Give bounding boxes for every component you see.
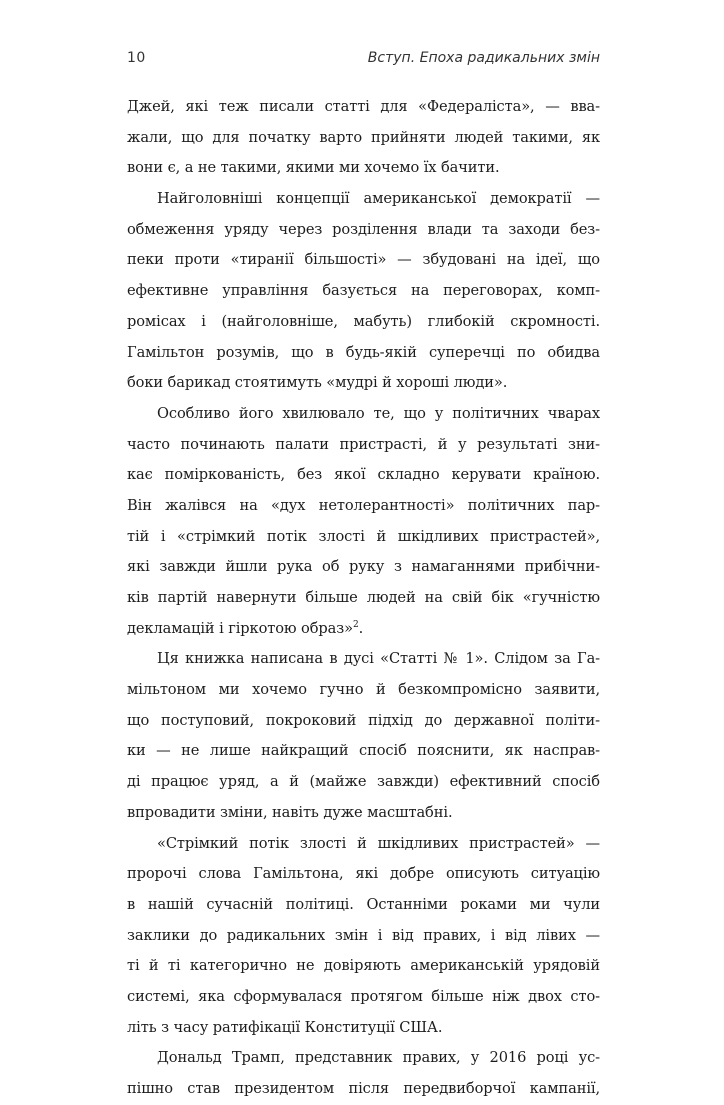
text-line: ефективне управління базується на переговорах, комп-: [127, 282, 600, 300]
page-number: 10: [127, 50, 146, 66]
text-line-content: декламацій і гіркотою образ»: [127, 619, 353, 637]
text-line: Гамільтон розумів, що в будь-якій суперечці по обидва: [127, 343, 600, 361]
paragraph-6: [127, 1043, 600, 1104]
text-line: що поступовий, покроковий підхід до державної політи-: [127, 711, 600, 729]
paragraph-2: [127, 184, 600, 399]
text-line: пеки проти «тиранії більшості» — збудовані на ідеї, що: [127, 251, 600, 269]
paragraph-4: [127, 644, 600, 828]
text-line: жали, що для початку варто прийняти людей такими, як: [127, 128, 600, 146]
text-line: в нашій сучасній політиці. Останніми роками ми чули: [127, 895, 600, 913]
text-line: тій і «стрімкий потік злості й шкідливих пристрастей»,: [127, 527, 600, 545]
text-line: «Стрімкий потік злості й шкідливих пристрастей» —: [157, 834, 600, 852]
text-line: Найголовніші концепції американської демократії —: [157, 190, 600, 208]
text-line: ті й ті категорично не довіряють американській урядовій: [127, 957, 600, 975]
text-line: часто починають палати пристрасті, й у результаті зни-: [127, 435, 600, 453]
text-line: вони є, а не такими, якими ми хочемо їх бачити.: [127, 159, 500, 177]
text-line: ки — не лише найкращий спосіб пояснити, як насправ-: [127, 742, 600, 760]
text-line: пророчі слова Гамільтона, які добре описують ситуацію: [127, 865, 600, 883]
text-line: заклики до радикальних змін і від правих, і від лівих —: [127, 926, 600, 944]
text-line: обмеження уряду через розділення влади та заходи без-: [127, 220, 600, 238]
text-line: літь з часу ратифікації Конституції США.: [127, 1018, 443, 1036]
text-line: Дональд Трамп, представник правих, у 2016 році ус-: [157, 1049, 600, 1067]
paragraph-1: [127, 92, 600, 184]
text-line: боки барикад стоятимуть «мудрі й хороші люди».: [127, 374, 508, 392]
text-line: які завжди йшли рука об руку з намаганнями прибічни-: [127, 558, 600, 576]
text-line: ді працює уряд, а й (майже завжди) ефективний спосіб: [127, 773, 600, 791]
page-header: [127, 50, 600, 74]
text-line: Особливо його хвилювало те, що у політичних чварах: [157, 404, 600, 422]
text-line: мільтоном ми хочемо гучно й безкомпромісно заявити,: [127, 681, 600, 699]
text-line: Джей, які теж писали статті для «Федераліста», — вва-: [127, 98, 600, 115]
footnote-ref: 2: [352, 619, 359, 630]
body-text: [127, 92, 600, 1105]
text-line: пішно став президентом після передвиборчої кампанії,: [127, 1080, 600, 1097]
text-line: ромісах і (найголовніше, мабуть) глибокій скромності.: [127, 312, 600, 330]
text-line: кає поміркованість, без якої складно керувати країною.: [127, 466, 600, 484]
text-line: впровадити зміни, навіть дуже масштабні.: [127, 803, 453, 821]
text-line: ків партій навернути більше людей на свій бік «гучністю: [127, 589, 600, 606]
paragraph-5: [127, 829, 600, 1044]
text-line-with-footnote: [127, 614, 600, 645]
text-line: Ця книжка написана в дусі «Статті № 1». Слідом за Га-: [157, 650, 600, 668]
paragraph-3: [127, 399, 600, 645]
text-line: Він жалівся на «дух нетолерантності» політичних пар-: [127, 496, 600, 514]
text-line-end: .: [358, 619, 364, 637]
running-head: Вступ. Епоха радикальних змін: [367, 50, 600, 66]
text-line: системі, яка сформувалася протягом більше ніж двох сто-: [127, 987, 600, 1005]
